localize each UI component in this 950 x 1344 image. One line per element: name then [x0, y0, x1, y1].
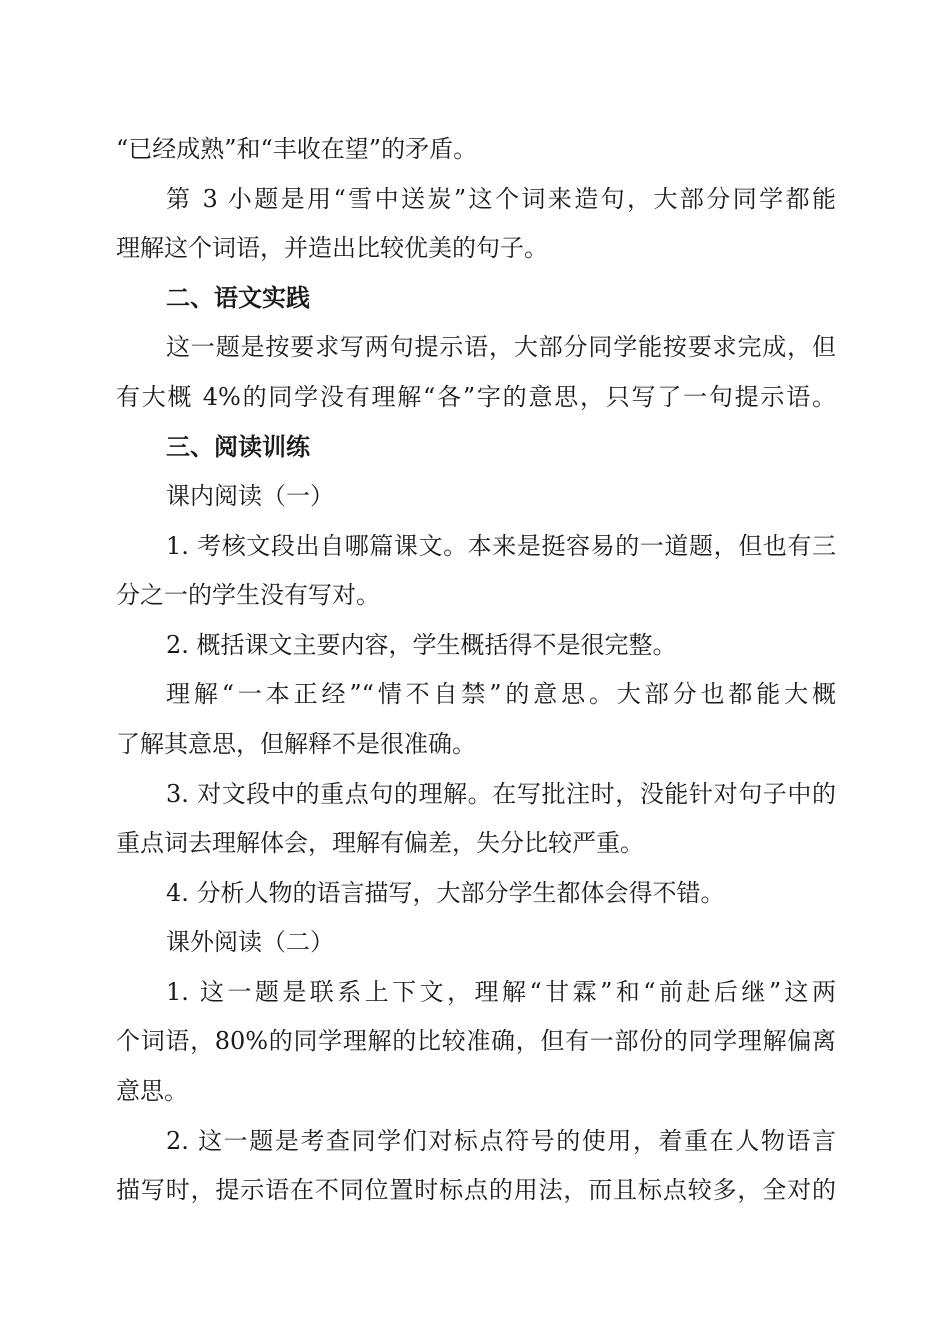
- subsection-heading: 课内阅读（一）: [166, 482, 334, 510]
- paragraph-line: 分之一的学生没有写对。: [116, 581, 380, 609]
- paragraph-line: 这一题是按要求写两句提示语，大部分同学能按要求完成，但: [166, 333, 836, 361]
- paragraph-line: “已经成熟”和“丰收在望”的矛盾。: [116, 135, 478, 163]
- section-heading: 二、语文实践: [166, 283, 310, 312]
- paragraph-line: 3. 对文段中的重点句的理解。在写批注时，没能针对句子中的: [166, 780, 836, 808]
- paragraph-line: 意思。: [116, 1077, 188, 1105]
- paragraph-line: 描写时，提示语在不同位置时标点的用法，而且标点较多，全对的: [116, 1176, 836, 1204]
- subsection-heading: 课外阅读（二）: [166, 928, 334, 956]
- paragraph-line: 理解这个词语，并造出比较优美的句子。: [116, 234, 548, 262]
- paragraph-line: 重点词去理解体会，理解有偏差，失分比较严重。: [116, 829, 644, 857]
- section-heading: 三、阅读训练: [166, 432, 310, 461]
- paragraph-line: 4. 分析人物的语言描写，大部分学生都体会得不错。: [166, 879, 725, 907]
- paragraph-line: 1. 这一题是联系上下文，理解“甘霖”和“前赴后继”这两: [166, 978, 836, 1006]
- paragraph-line: 个词语，80%的同学理解的比较准确，但有一部份的同学理解偏离: [116, 1027, 836, 1055]
- paragraph-line: 2. 这一题是考查同学们对标点符号的使用，着重在人物语言: [166, 1127, 836, 1155]
- paragraph-line: 理解“一本正经”“情不自禁”的意思。大部分也都能大概: [166, 680, 836, 708]
- paragraph-line: 第 3 小题是用“雪中送炭”这个词来造句，大部分同学都能: [166, 185, 836, 213]
- paragraph-line: 有大概 4%的同学没有理解“各”字的意思，只写了一句提示语。: [116, 383, 836, 411]
- paragraph-line: 1. 考核文段出自哪篇课文。本来是挺容易的一道题，但也有三: [166, 532, 836, 560]
- paragraph-line: 了解其意思，但解释不是很准确。: [116, 730, 476, 758]
- paragraph-line: 2. 概括课文主要内容，学生概括得不是很完整。: [166, 631, 677, 659]
